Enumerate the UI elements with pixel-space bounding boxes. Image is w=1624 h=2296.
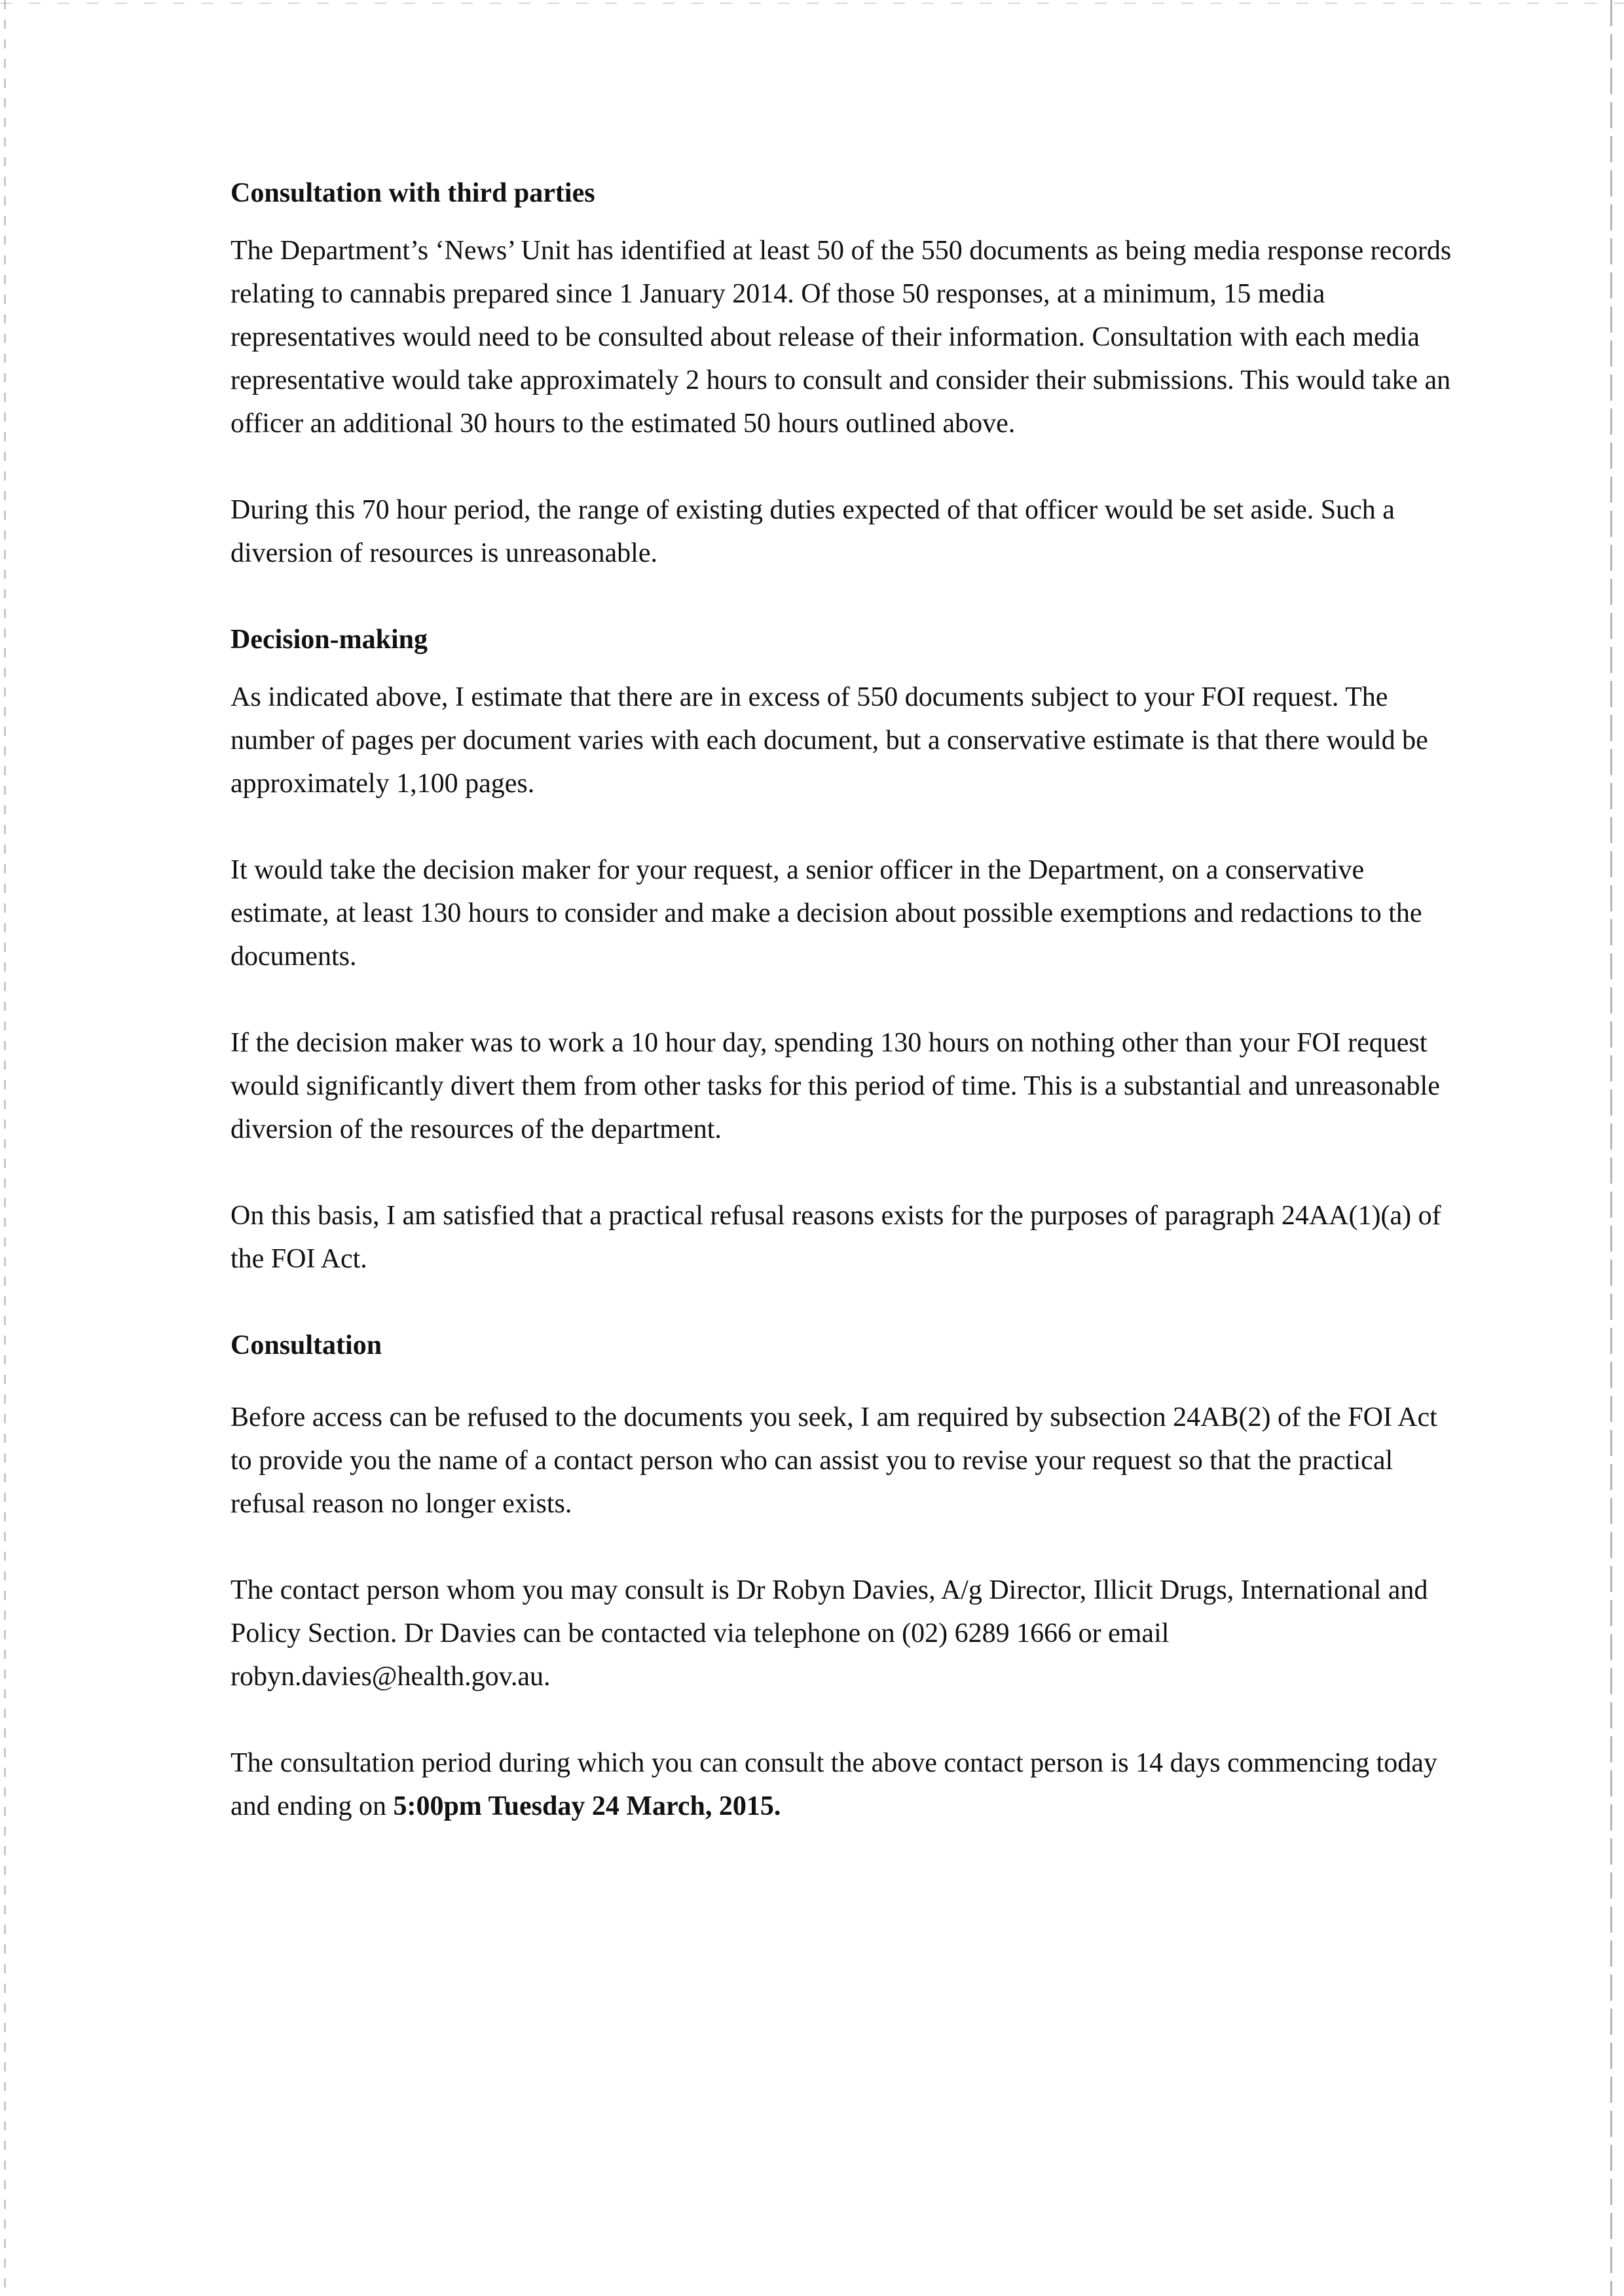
paragraph-news-unit: The Department’s ‘News’ Unit has identified at least 50 of the 550 documents as being media response records relating to cannabis prepared since 1 January 2014. Of those 50 responses, at a minimum, 15 media representatives would need to be consulted about release of their information. Consultation with each media representative would take approximately 2 hours to consult and consider their submissions. This would take an officer an additional 30 hours to the estimated 50 hours outlined above. [231, 236, 1452, 439]
paragraph-contact-person: The contact person whom you may consult is Dr Robyn Davies, A/g Director, Illicit Drugs, International and Policy Section. Dr Davies can be contacted via telephone on (02) 6289 1666 or email robyn.davies@health.gov.au. [231, 1575, 1428, 1692]
scan-edge-right [1610, 0, 1612, 2296]
consultation-period-text: The consultation period during which you can consult the above contact person is 14 days commencing today and ending on [231, 1748, 1437, 1821]
scan-edge-left [4, 0, 6, 2296]
paragraph-consultation-period [231, 1741, 1462, 1828]
paragraph-practical-refusal: On this basis, I am satisfied that a practical refusal reasons exists for the purposes of paragraph 24AA(1)(a) of the FOI Act. [231, 1201, 1441, 1274]
paragraph-decision-maker-hours: It would take the decision maker for your request, a senior officer in the Department, on a conservative estimate, at least 130 hours to consider and make a decision about possible exemptions and redactions to the documents. [231, 855, 1422, 972]
paragraph-subsection-24ab: Before access can be refused to the documents you seek, I am required by subsection 24AB(2) of the FOI Act to provide you the name of a contact person who can assist you to revise your request so that the practical refusal reason no longer exists. [231, 1402, 1437, 1519]
scan-edge-top [0, 3, 1624, 4]
document-body [231, 172, 1462, 1828]
paragraph-document-estimate: As indicated above, I estimate that there are in excess of 550 documents subject to your FOI request. The number of pages per document varies with each document, but a conservative estimate is that there would be approximately 1,100 pages. [231, 682, 1428, 799]
section-heading-third-parties: Consultation with third parties [231, 178, 595, 208]
section-heading-decision-making: Decision-making [231, 625, 428, 655]
paragraph-diversion: If the decision maker was to work a 10 hour day, spending 130 hours on nothing other than your FOI request would significantly divert them from other tasks for this period of time. This is a substantial and unreasonable diversion of the resources of the department. [231, 1028, 1440, 1144]
paragraph-70-hour-period: During this 70 hour period, the range of existing duties expected of that officer would be set aside. Such a diversion of resources is unreasonable. [231, 495, 1395, 568]
consultation-deadline: 5:00pm Tuesday 24 March, 2015. [393, 1791, 781, 1821]
section-heading-consultation: Consultation [231, 1330, 382, 1360]
